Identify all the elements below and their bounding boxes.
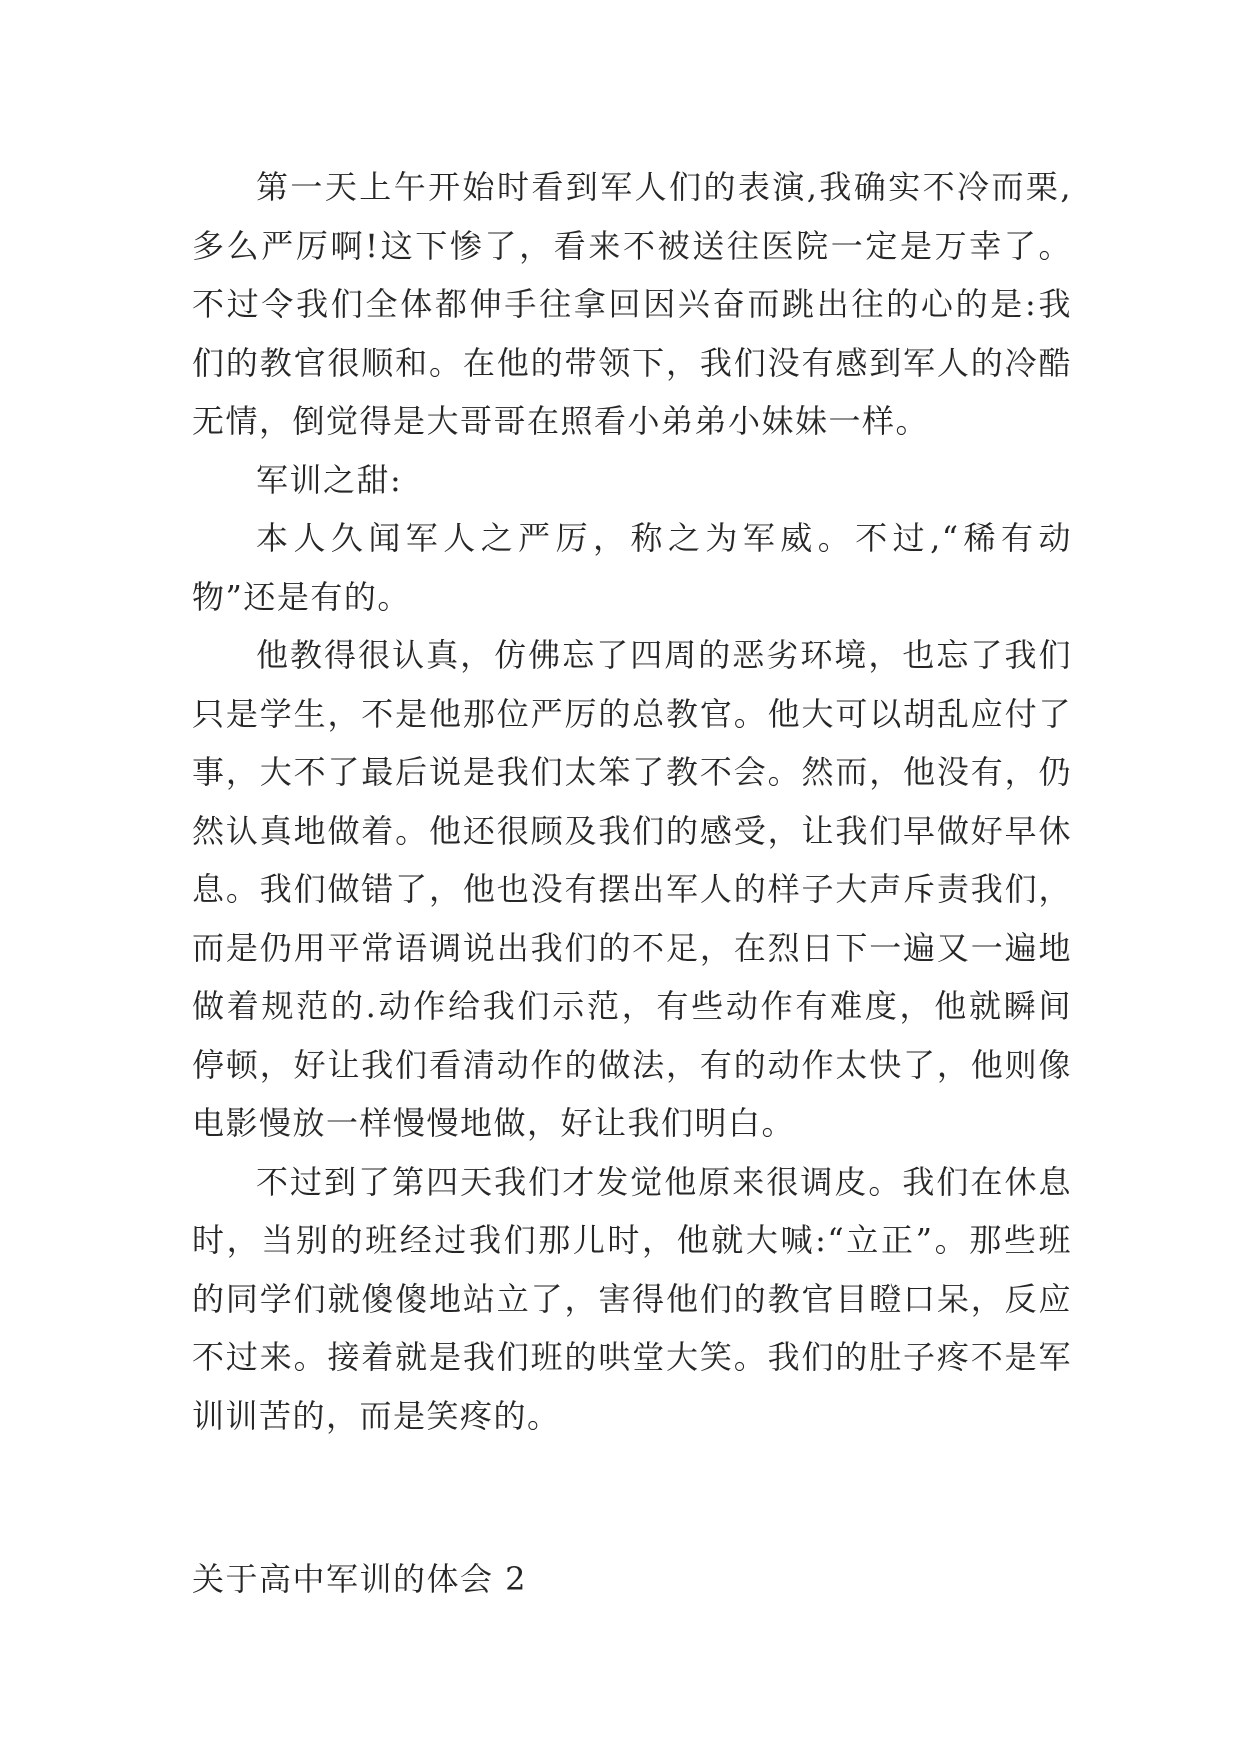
paragraph-3: 本人久闻军人之严厉，称之为军威。不过,“稀有动物”还是有的。 <box>192 519 1072 616</box>
paragraph-2-subheading: 军训之甜: <box>256 460 403 499</box>
section-heading: 关于高中军训的体会 2 <box>192 1560 528 1598</box>
paragraph-1: 第一天上午开始时看到军人们的表演,我确实不冷而栗,多么严厉啊!这下惨了，看来不被送往医院一定是万幸了。不过令我们全体都伸手往拿回因兴奋而跳出往的心的是:我们的教官很顺和。在他的带领下，我们没有感到军人的冷酷无情，倒觉得是大哥哥在照看小弟弟小妹妹一样。 <box>192 168 1072 440</box>
paragraph-4: 他教得很认真，仿佛忘了四周的恶劣环境，也忘了我们只是学生，不是他那位严厉的总教官。他大可以胡乱应付了事，大不了最后说是我们太笨了教不会。然而，他没有，仍然认真地做着。他还很顾及我们的感受，让我们早做好早休息。我们做错了，他也没有摆出军人的样子大声斥责我们，而是仍用平常语调说出我们的不足，在烈日下一遍又一遍地做着规范的.动作给我们示范，有些动作有难度，他就瞬间停顿，好让我们看清动作的做法，有的动作太快了，他则像电影慢放一样慢慢地做，好让我们明白。 <box>192 636 1072 1142</box>
paragraph-5: 不过到了第四天我们才发觉他原来很调皮。我们在休息时，当别的班经过我们那儿时，他就大喊:“立正”。那些班的同学们就傻傻地站立了，害得他们的教官目瞪口呆，反应不过来。接着就是我们班的哄堂大笑。我们的肚子疼不是军训训苦的，而是笑疼的。 <box>192 1162 1072 1435</box>
document-body <box>192 158 1072 1445</box>
